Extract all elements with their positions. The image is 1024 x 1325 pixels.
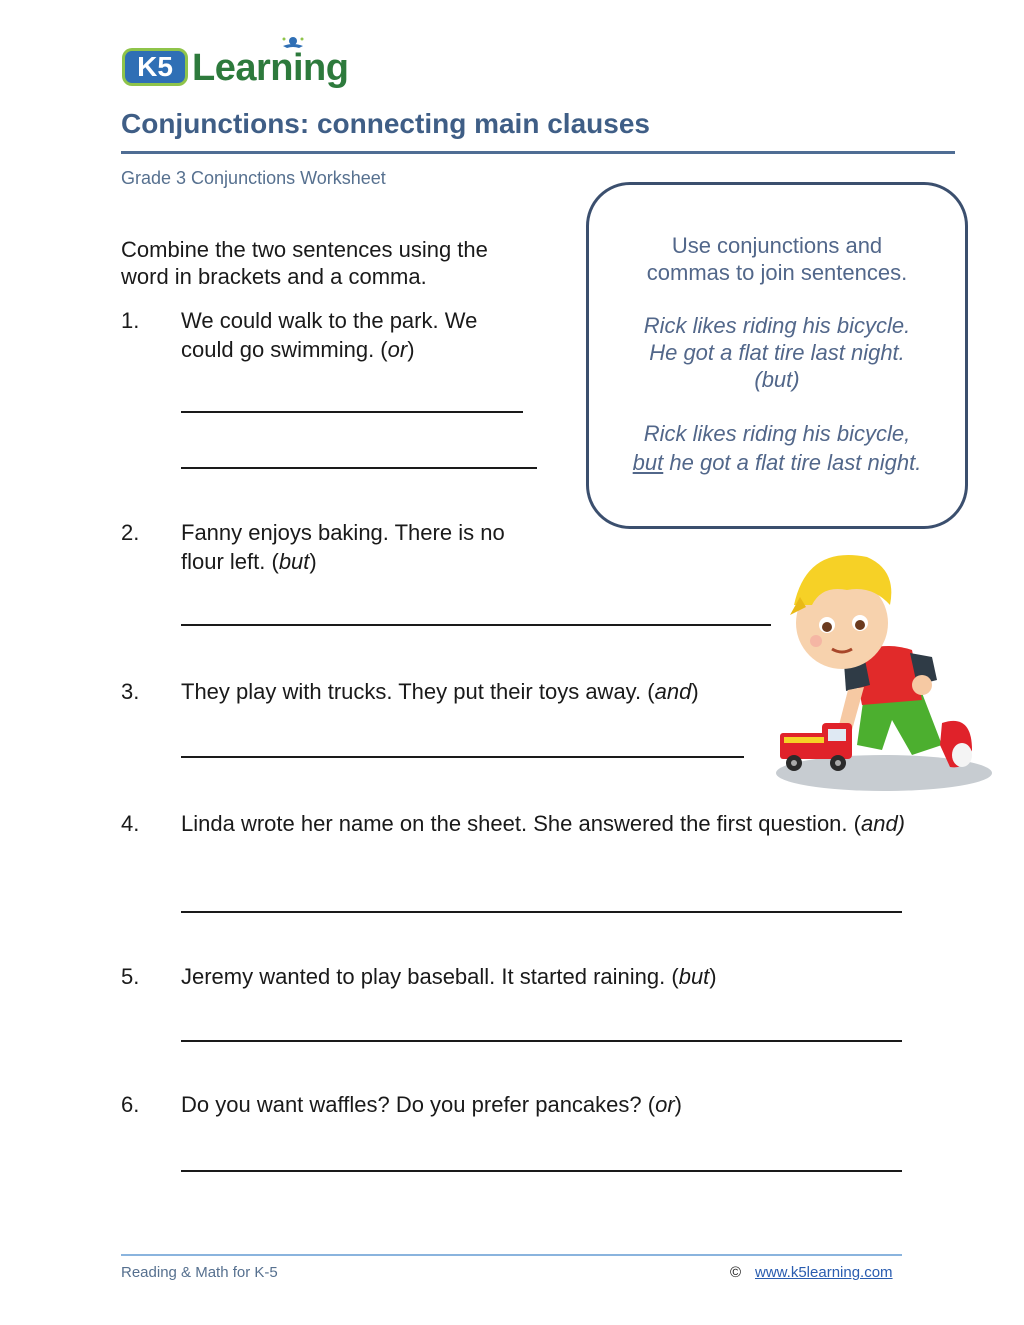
logo-figure-icon bbox=[280, 36, 306, 58]
k5-learning-logo bbox=[122, 36, 349, 92]
footer-tagline: Reading & Math for K-5 bbox=[121, 1264, 278, 1281]
page-title: Conjunctions: connecting main clauses bbox=[121, 108, 650, 139]
question-number: 5. bbox=[121, 964, 140, 989]
boy-with-toy-truck-illustration bbox=[772, 545, 994, 795]
example-answer-conjunction: but bbox=[632, 450, 664, 475]
logo-k5-badge: K5 bbox=[122, 48, 188, 86]
answer-line[interactable] bbox=[181, 624, 771, 626]
answer-line[interactable] bbox=[181, 1040, 902, 1042]
example-sentence: He got a flat tire last night. bbox=[649, 340, 905, 365]
title-divider bbox=[121, 151, 955, 154]
example-sentence: Rick likes riding his bicycle. bbox=[643, 313, 911, 338]
example-answer: Rick likes riding his bicycle, bbox=[643, 421, 911, 446]
question-text: Fanny enjoys baking. There is no flour left. (but) bbox=[181, 520, 505, 574]
question-number: 1. bbox=[121, 308, 140, 333]
question-text: Jeremy wanted to play baseball. It started raining. (but) bbox=[181, 964, 717, 989]
copyright-symbol: © bbox=[730, 1264, 742, 1281]
question-number: 2. bbox=[121, 520, 140, 545]
example-box bbox=[586, 182, 968, 529]
example-conjunction: (but) bbox=[754, 367, 800, 392]
page-subtitle: Grade 3 Conjunctions Worksheet bbox=[121, 168, 386, 188]
example-intro: Use conjunctions and bbox=[671, 233, 883, 258]
footer-divider bbox=[121, 1254, 902, 1256]
question-number: 3. bbox=[121, 679, 140, 704]
question-text: Do you want waffles? Do you prefer pancakes? (or) bbox=[181, 1092, 682, 1117]
question-text: We could walk to the park. We could go swimming. (or) bbox=[181, 308, 478, 362]
question-text: They play with trucks. They put their toys away. (and) bbox=[181, 679, 699, 704]
example-intro: commas to join sentences. bbox=[646, 260, 908, 285]
question-number: 6. bbox=[121, 1092, 140, 1117]
instructions-text: Combine the two sentences using the word in brackets and a comma. bbox=[121, 237, 488, 289]
answer-line[interactable] bbox=[181, 467, 537, 469]
answer-line[interactable] bbox=[181, 911, 902, 913]
question-text: Linda wrote her name on the sheet. She answered the first question. (and) bbox=[181, 811, 906, 836]
question-number: 4. bbox=[121, 811, 140, 836]
logo-wordmark: Learning bbox=[192, 47, 349, 89]
answer-line[interactable] bbox=[181, 756, 744, 758]
website-link[interactable]: www.k5learning.com bbox=[755, 1264, 893, 1281]
answer-line[interactable] bbox=[181, 1170, 902, 1172]
answer-line[interactable] bbox=[181, 411, 523, 413]
example-answer: but he got a flat tire last night. bbox=[632, 450, 922, 475]
